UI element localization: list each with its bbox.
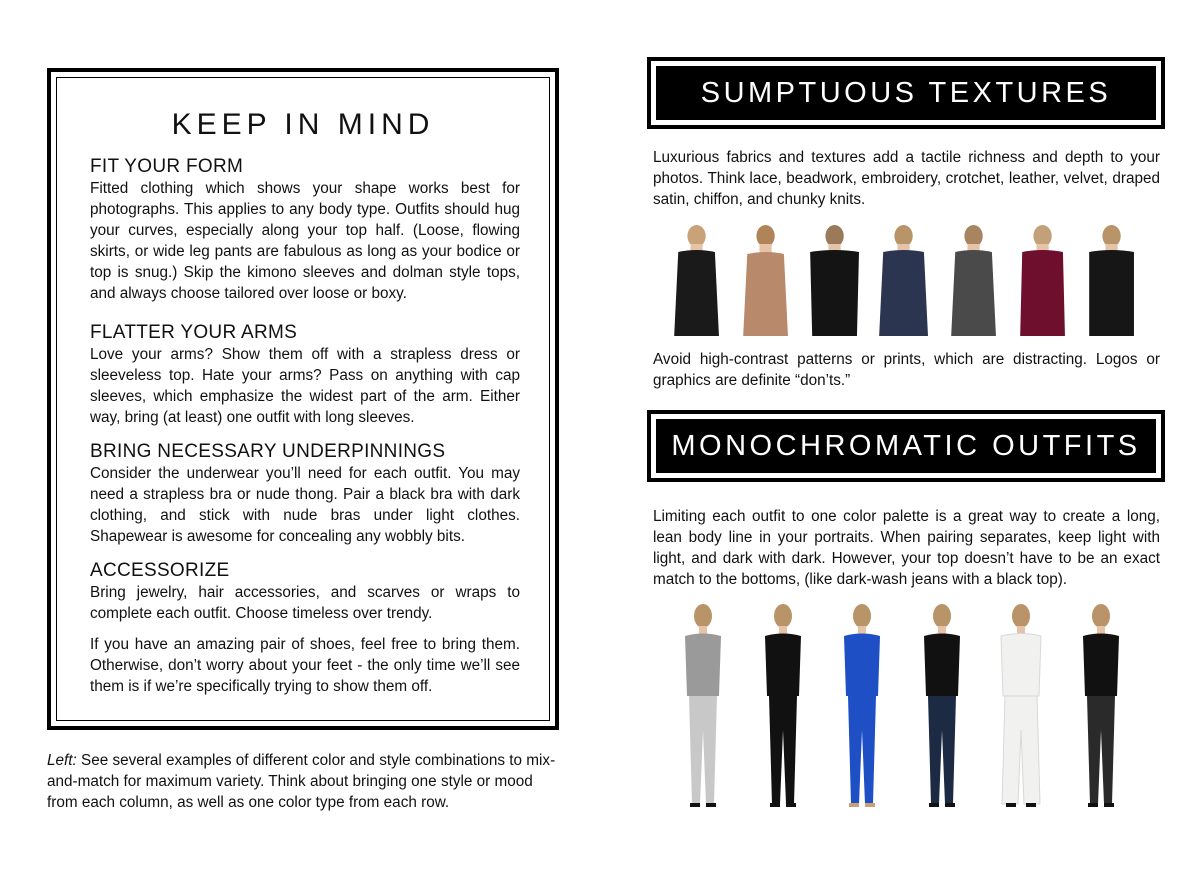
- outfit-model: [907, 600, 977, 812]
- texture-photo: [664, 222, 729, 336]
- textures-title: SUMPTUOUS TEXTURES: [656, 66, 1156, 120]
- section-accessorize: [90, 560, 520, 697]
- section-heading: FIT YOUR FORM: [90, 156, 244, 177]
- outfit-model: [668, 600, 738, 812]
- outfit-model: [1066, 600, 1136, 812]
- keep-in-mind-box: [47, 68, 559, 730]
- texture-photo: [733, 222, 798, 336]
- texture-photo-strip: [664, 222, 1144, 336]
- section-body: Consider the underwear you’ll need for each outfit. You may need a strapless bra or nude thong. Pair a black bra with dark clothing, and stick with nude bras under light clothes. Shapewear is awesome for concealing any wobbly bits.: [90, 465, 520, 545]
- keep-in-mind-inner-border: [56, 77, 550, 721]
- monochrome-title: MONOCHROMATIC OUTFITS: [656, 419, 1156, 473]
- section-body: Love your arms? Show them off with a strapless dress or sleeveless top. Hate your arms? Pass on anything with cap sleeves, which emphasize the widest part of the arm. Either way, bring (at least) one outfit with long sleeves.: [90, 346, 520, 426]
- keep-in-mind-title: KEEP IN MIND: [171, 108, 435, 141]
- texture-photo: [871, 222, 936, 336]
- section-body: Bring jewelry, hair accessories, and scarves or wraps to complete each outfit. Choose timeless over trendy.: [90, 584, 520, 622]
- monochrome-text: Limiting each outfit to one color palette is a great way to create a long, lean body line in your portraits. When pairing separates, keep light with light, and dark with dark. However, your top doesn’t have to be an exact match to the bottoms, (like dark-wash jeans with a black top).: [653, 508, 1160, 588]
- section-flatter-your-arms: [90, 322, 520, 428]
- outfit-model: [748, 600, 818, 812]
- textures-banner: [647, 57, 1165, 129]
- section-heading: BRING NECESSARY UNDERPINNINGS: [90, 441, 446, 462]
- section-heading: FLATTER YOUR ARMS: [90, 322, 298, 343]
- texture-photo: [1010, 222, 1075, 336]
- monochrome-banner: [647, 410, 1165, 482]
- outfit-model: [986, 600, 1056, 812]
- caption-text: See several examples of different color and style combinations to mix-and-match for maximum variety. Think about bringing one style or mood from each column, as well as one color type from each row.: [47, 752, 556, 811]
- monochrome-outfit-row: [668, 600, 1136, 812]
- texture-photo: [802, 222, 867, 336]
- section-heading: ACCESSORIZE: [90, 560, 230, 581]
- section-body: Fitted clothing which shows your shape works best for photographs. This applies to any body type. Outfits should hug your curves, especially along your top half. (Loose, flowing skirts, or wide leg pants are fabulous as long as your bodice or top is snug.) Skip the kimono sleeves and dolman style tops, and always choose tailored over loose or boxy.: [90, 180, 520, 302]
- texture-photo: [941, 222, 1006, 336]
- texture-photo: [1079, 222, 1144, 336]
- section-underpinnings: [90, 441, 520, 547]
- outfit-model: [827, 600, 897, 812]
- section-fit-your-form: [90, 156, 520, 304]
- textures-intro: Luxurious fabrics and textures add a tactile richness and depth to your photos. Think lace, beadwork, embroidery, crotchet, leather, velvet, draped satin, chiffon, and chunky knits.: [653, 149, 1160, 208]
- section-extra: If you have an amazing pair of shoes, feel free to bring them. Otherwise, don’t worry about your feet - the only time we’ll see them is if we’re specifically trying to show them off.: [90, 636, 520, 695]
- textures-note: Avoid high-contrast patterns or prints, which are distracting. Logos or graphics are definite “don’ts.”: [653, 351, 1160, 389]
- caption-label: Left:: [47, 752, 77, 769]
- left-caption: [47, 750, 562, 813]
